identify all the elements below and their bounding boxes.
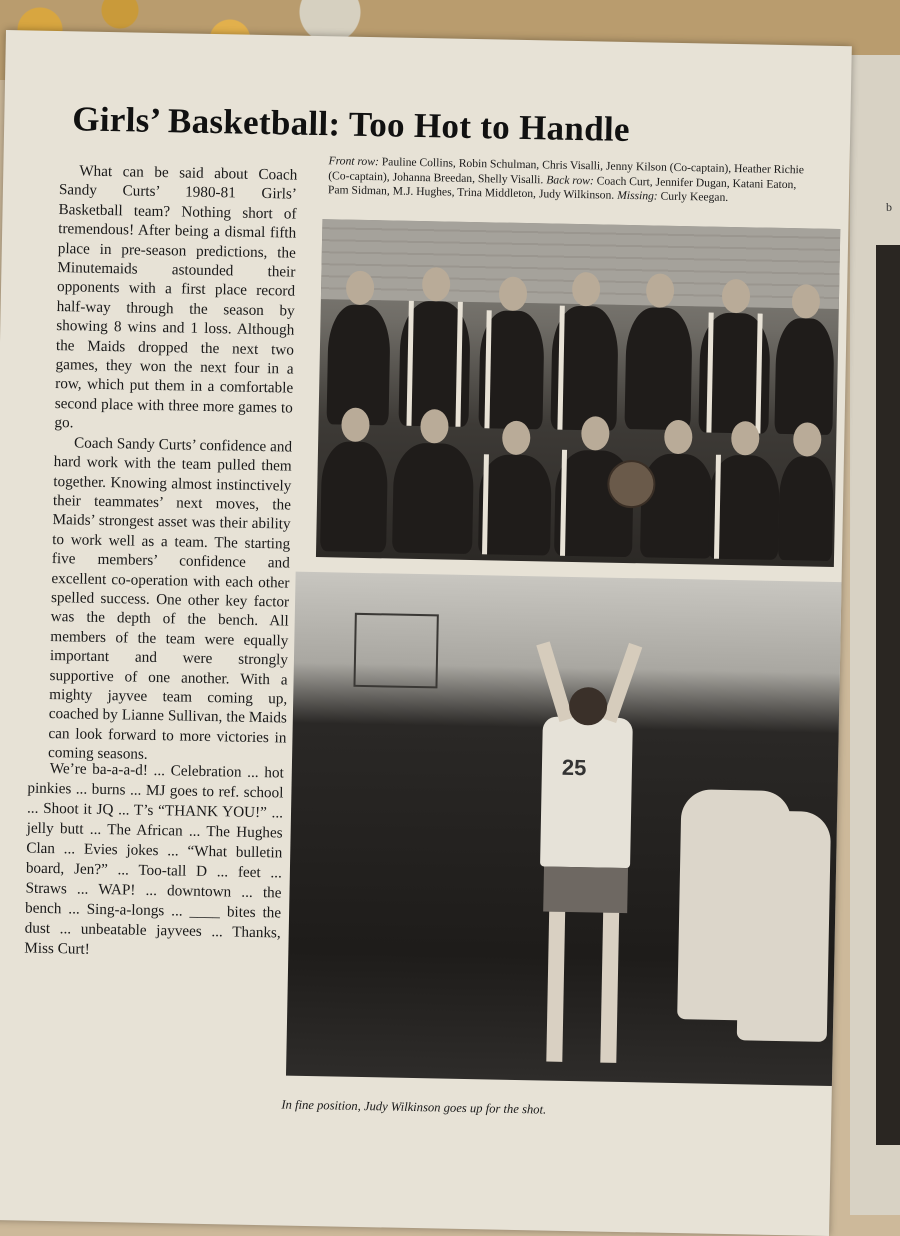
team-member [778, 456, 834, 561]
action-photo-caption: In fine position, Judy Wilkinson goes up for the shot. [281, 1097, 547, 1117]
team-member [478, 310, 544, 429]
front-row-label: Front row: [328, 154, 380, 169]
team-member [774, 318, 834, 435]
team-member [708, 455, 780, 560]
team-member [640, 453, 714, 558]
team-member [398, 301, 470, 427]
team-member [478, 454, 552, 555]
facing-page-photo [876, 245, 900, 1145]
missing-label: Missing: [617, 188, 658, 203]
jersey-number: 25 [561, 754, 587, 781]
missing-names: Curly Keegan. [660, 189, 729, 205]
shooting-player [540, 716, 633, 868]
team-member [392, 443, 474, 555]
basketball-hoop [353, 613, 438, 689]
page-title: Girls’ Basketball: Too Hot to Handle [71, 99, 631, 149]
team-photo-caption [328, 154, 809, 207]
team-member [550, 306, 618, 431]
team-chant-text: We’re ba-a-a-d! ... Celebration ... hot pinkies ... burns ... MJ goes to ref. school ... Shoot it JQ ... T’s “THANK YOU!” ... jelly butt ... The African ... The Hughes Clan ... Evies jokes ... “What bulletin board, Jen?” ... Too-tall D ... feet ... Straws ... WAP! ... downtown ... the bench ... Sing-a-longs ... ____ bites the dust ... unbeatable jayvees ... Thanks, Miss Curt! [24, 759, 284, 958]
team-member [624, 307, 692, 430]
front-row-names: Pauline Collins, Robin Schulman, Chris Visalli, Jenny Kilson (Co-captain), Heather Richie (Co-captain), Johanna Breedan, Shelly Visalli. [328, 155, 805, 186]
back-row-names: Coach Curt, Jennifer Dugan, Katani Eaton, Pam Sidman, M.J. Hughes, Trina Middleton, Judy Wilkinson. [327, 173, 797, 202]
article-body [48, 161, 298, 767]
team-photo [316, 219, 840, 567]
team-member [698, 312, 770, 433]
back-row-label: Back row: [546, 172, 594, 187]
yearbook-page [0, 30, 852, 1236]
article-paragraph: Coach Sandy Curts’ confidence and hard work with the team pulled them together. Knowing almost instinctively their teammates’ next moves, the Maids’ strongest asset was their ability to work well as a team. The starting five members’ confidence and excellent co-operation with each other spelled success. One other key factor was the depth of the bench. All members of the team were equally important and were strongly supportive of one another. With a mighty jayvee team coming up, coached by Lianne Sullivan, the Maids can look forward to more victories in coming seasons. [47, 434, 293, 764]
facing-page-text-fragment: b [886, 200, 892, 214]
action-photo [286, 572, 842, 1086]
article-paragraph: What can be said about Coach Sandy Curts’ 1980-81 Girls’ Basketball team? Nothing short of tremendous! After being a dismal fifth place in pre-season predictions, the Minutemaids astounded their opponents with a first place record half-way through the season by showing 8 wins and 1 loss. Although the Maids dropped the next two games, they won the next four in a row, which put them in a comfortable second place with three more games to go. [54, 162, 298, 432]
facing-page [850, 55, 900, 1215]
defending-player [737, 810, 831, 1042]
team-member [320, 441, 388, 552]
